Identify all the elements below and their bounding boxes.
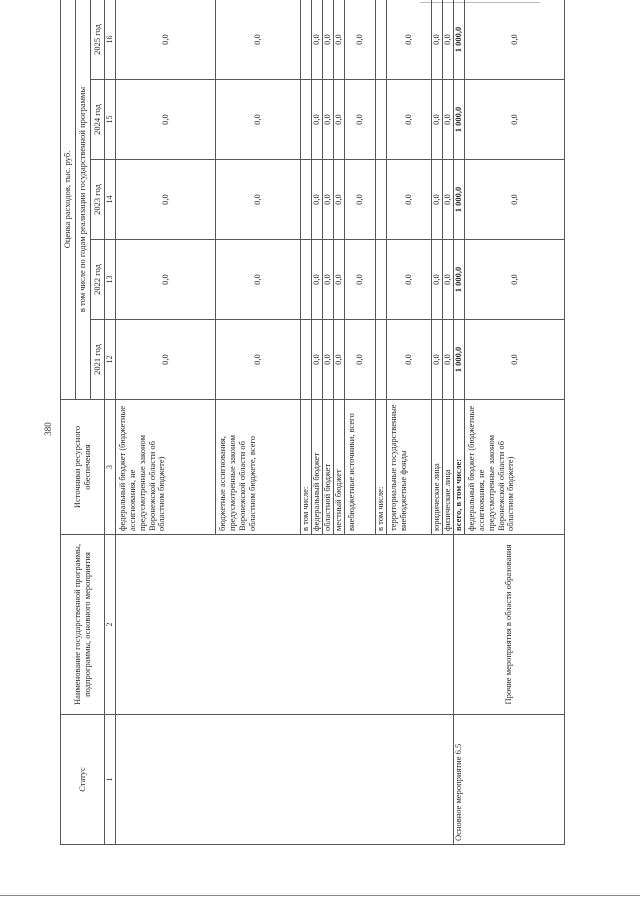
value-cell: 0,0 xyxy=(323,0,334,80)
value-cell: 0,0 xyxy=(323,160,334,240)
value-cell xyxy=(301,80,312,160)
header-year: 2025 год xyxy=(90,0,105,80)
event-status-cell: Основное мероприятие 6.5 xyxy=(454,715,565,845)
value-cell: 0,0 xyxy=(216,0,301,80)
value-cell: 0,0 xyxy=(116,80,216,160)
value-cell: 0,0 xyxy=(387,240,432,320)
header-by-years: в том числе по годам реализации государственной программы xyxy=(75,0,90,400)
value-cell: 0,0 xyxy=(443,160,454,240)
column-index: 13 xyxy=(105,240,116,320)
value-cell: 0,0 xyxy=(116,320,216,400)
column-index: 12 xyxy=(105,320,116,400)
value-cell: 0,0 xyxy=(323,80,334,160)
status-cell xyxy=(116,715,454,845)
value-cell: 0,0 xyxy=(334,240,345,320)
index-row xyxy=(105,0,116,845)
column-index: 1 xyxy=(105,715,116,845)
event-total-value: 1 000,0 xyxy=(454,160,465,240)
source-cell: федеральный бюджет (бюджетные ассигнования, не предусмотренные законом Воронежской области об областном бюджете) xyxy=(116,400,216,535)
event-total-value: 1 000,0 xyxy=(454,0,465,80)
bottom-edge-line xyxy=(0,895,640,896)
value-cell xyxy=(376,320,387,400)
source-cell: областной бюджет xyxy=(323,400,334,535)
source-cell: местный бюджет xyxy=(334,400,345,535)
value-cell: 0,0 xyxy=(312,80,323,160)
value-cell xyxy=(301,0,312,80)
value-cell: 0,0 xyxy=(216,320,301,400)
value-cell: 0,0 xyxy=(432,0,443,80)
event-total-value: 1 000,0 xyxy=(454,320,465,400)
value-cell xyxy=(376,0,387,80)
value-cell: 0,0 xyxy=(345,0,376,80)
source-cell: физические лица xyxy=(443,400,454,535)
column-index: 15 xyxy=(105,80,116,160)
column-index: 14 xyxy=(105,160,116,240)
source-cell: федеральный бюджет xyxy=(312,400,323,535)
value-cell: 0,0 xyxy=(432,320,443,400)
value-cell: 0,0 xyxy=(443,240,454,320)
value-cell: 0,0 xyxy=(432,160,443,240)
table-row xyxy=(116,0,216,845)
value-cell: 0,0 xyxy=(334,0,345,80)
value-cell: 0,0 xyxy=(432,80,443,160)
value-cell: 0,0 xyxy=(216,240,301,320)
value-cell: 0,0 xyxy=(334,320,345,400)
value-cell: 0,0 xyxy=(443,80,454,160)
value-cell: 0,0 xyxy=(345,240,376,320)
header-status: Статус xyxy=(61,715,105,845)
value-cell: 0,0 xyxy=(345,80,376,160)
value-cell: 0,0 xyxy=(465,0,565,80)
event-name-cell: Прочие мероприятия в области образования xyxy=(454,535,565,715)
value-cell: 0,0 xyxy=(334,80,345,160)
source-cell: территориальные государственные внебюджетные фонды xyxy=(387,400,432,535)
header-year: 2022 год xyxy=(90,240,105,320)
header-year: 2023 год xyxy=(90,160,105,240)
value-cell: 0,0 xyxy=(387,0,432,80)
value-cell: 0,0 xyxy=(465,320,565,400)
header-name: Наименование государственной программы, подпрограммы, основного мероприятия xyxy=(61,535,105,715)
value-cell xyxy=(376,80,387,160)
header-year: 2021 год xyxy=(90,320,105,400)
budget-table xyxy=(60,0,565,845)
value-cell xyxy=(376,240,387,320)
event-fed-source: федеральный бюджет (бюджетные ассигнования, не предусмотренные законом Воронежской области об областном бюджете) xyxy=(465,400,565,535)
column-index: 3 xyxy=(105,400,116,535)
value-cell: 0,0 xyxy=(465,240,565,320)
value-cell: 0,0 xyxy=(387,320,432,400)
value-cell: 0,0 xyxy=(312,160,323,240)
value-cell xyxy=(301,160,312,240)
value-cell: 0,0 xyxy=(387,160,432,240)
value-cell: 0,0 xyxy=(323,320,334,400)
value-cell: 0,0 xyxy=(116,240,216,320)
event-total-value: 1 000,0 xyxy=(454,240,465,320)
value-cell: 0,0 xyxy=(432,240,443,320)
name-cell xyxy=(116,535,454,715)
value-cell: 0,0 xyxy=(116,0,216,80)
value-cell: 0,0 xyxy=(312,240,323,320)
value-cell xyxy=(301,240,312,320)
header-estimate: Оценка расходов, тыс. руб. xyxy=(61,0,76,400)
column-index: 16 xyxy=(105,0,116,80)
value-cell: 0,0 xyxy=(323,240,334,320)
source-cell: в том числе: xyxy=(301,400,312,535)
value-cell xyxy=(301,320,312,400)
rotated-table-sheet xyxy=(60,0,620,845)
header-year: 2024 год xyxy=(90,80,105,160)
value-cell: 0,0 xyxy=(387,80,432,160)
value-cell: 0,0 xyxy=(465,80,565,160)
source-cell: бюджетные ассигнования, предусмотренные законом Воронежской области об областном бюджете, всего xyxy=(216,400,301,535)
value-cell: 0,0 xyxy=(443,320,454,400)
event-total-label: всего, в том числе: xyxy=(454,400,465,535)
value-cell: 0,0 xyxy=(345,160,376,240)
value-cell: 0,0 xyxy=(312,0,323,80)
value-cell: 0,0 xyxy=(345,320,376,400)
source-cell: внебюджетные источники, всего xyxy=(345,400,376,535)
header-row-1 xyxy=(61,0,76,845)
table-row-event-total xyxy=(454,0,465,845)
value-cell: 0,0 xyxy=(465,160,565,240)
value-cell: 0,0 xyxy=(334,160,345,240)
value-cell xyxy=(376,160,387,240)
event-total-value: 1 000,0 xyxy=(454,80,465,160)
value-cell: 0,0 xyxy=(216,160,301,240)
value-cell: 0,0 xyxy=(312,320,323,400)
page-number: 380 xyxy=(43,422,53,436)
source-cell: юридические лица xyxy=(432,400,443,535)
value-cell: 0,0 xyxy=(216,80,301,160)
source-cell: в том числе: xyxy=(376,400,387,535)
value-cell: 0,0 xyxy=(443,0,454,80)
column-index: 2 xyxy=(105,535,116,715)
value-cell: 0,0 xyxy=(116,160,216,240)
header-source: Источники ресурсного обеспечения xyxy=(61,400,105,535)
